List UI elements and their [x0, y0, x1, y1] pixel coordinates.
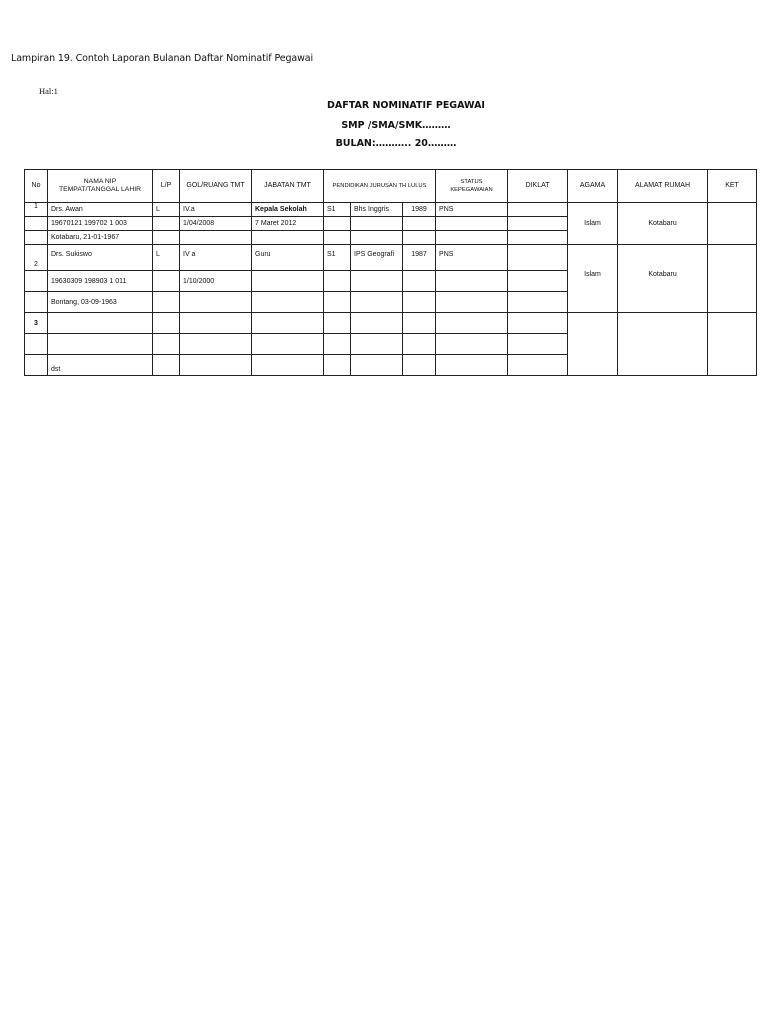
religion: Islam	[568, 245, 618, 313]
education-level: S1	[324, 203, 351, 217]
employee-name: Drs. Sukiswo	[48, 245, 153, 271]
diklat-cell	[508, 203, 568, 217]
birth-place-date: Kotabaru, 21-01-1967	[48, 231, 153, 245]
header-status: STATUS KEPEGAWAIAN	[436, 170, 508, 203]
header-pendidikan: PENDIDIKAN JURUSAN TH LULUS	[324, 170, 436, 203]
employment-status: PNS	[436, 245, 508, 271]
religion: Islam	[568, 203, 618, 245]
employee-name: Drs. Awan	[48, 203, 153, 217]
document-title: DAFTAR NOMINATIF PEGAWAI	[327, 100, 485, 111]
employee-nip: 19630309 198903 1 011	[48, 271, 153, 292]
header-ket: KET	[708, 170, 757, 203]
header-gol: GOL/RUANG TMT	[180, 170, 252, 203]
month-line: BULAN:……….. 20………	[335, 138, 457, 149]
header-jabatan: JABATAN TMT	[252, 170, 324, 203]
education-level: S1	[324, 245, 351, 271]
religion	[568, 313, 618, 376]
major: IPS Geografi	[351, 245, 403, 271]
row-number: 3	[25, 313, 48, 334]
rank: IV.a	[180, 203, 252, 217]
school-subtitle: SMP /SMA/SMK………	[341, 120, 451, 131]
table-row	[25, 313, 757, 334]
header-diklat: DIKLAT	[508, 170, 568, 203]
position-tmt: 7 Maret 2012	[252, 217, 324, 231]
address	[618, 313, 708, 376]
address: Kotabaru	[618, 203, 708, 245]
header-alamat: ALAMAT RUMAH	[618, 170, 708, 203]
rank-tmt: 1/04/2008	[180, 217, 252, 231]
position: Kepala Sekolah	[252, 203, 324, 217]
gender: L	[153, 203, 180, 217]
page-number: Hal:1	[39, 86, 58, 96]
row-number: 1	[25, 203, 48, 217]
header-agama: AGAMA	[568, 170, 618, 203]
employment-status: PNS	[436, 203, 508, 217]
rank-tmt: 1/10/2000	[180, 271, 252, 292]
continuation-note: dst	[48, 355, 153, 376]
graduation-year: 1987	[403, 245, 436, 271]
caption: Lampiran 19. Contoh Laporan Bulanan Daftar Nominatif Pegawai	[11, 53, 314, 64]
remarks	[708, 245, 757, 313]
major: Bhs Inggris	[351, 203, 403, 217]
table-row	[25, 245, 757, 271]
header-nama: NAMA NIP TEMPAT/TANGGAL LAHIR	[48, 170, 153, 203]
table-row	[25, 203, 757, 217]
gender: L	[153, 245, 180, 271]
remarks	[708, 203, 757, 245]
remarks	[708, 313, 757, 376]
nominative-table	[24, 169, 757, 376]
diklat-cell	[508, 245, 568, 271]
rank: IV a	[180, 245, 252, 271]
header-row	[25, 170, 757, 203]
position: Guru	[252, 245, 324, 271]
header-lp: L/P	[153, 170, 180, 203]
row-number: 2	[25, 245, 48, 271]
birth-place-date: Bontang, 03-09-1963	[48, 292, 153, 313]
header-no: No	[25, 170, 48, 203]
address: Kotabaru	[618, 245, 708, 313]
employee-nip: 19670121 199702 1 003	[48, 217, 153, 231]
graduation-year: 1989	[403, 203, 436, 217]
